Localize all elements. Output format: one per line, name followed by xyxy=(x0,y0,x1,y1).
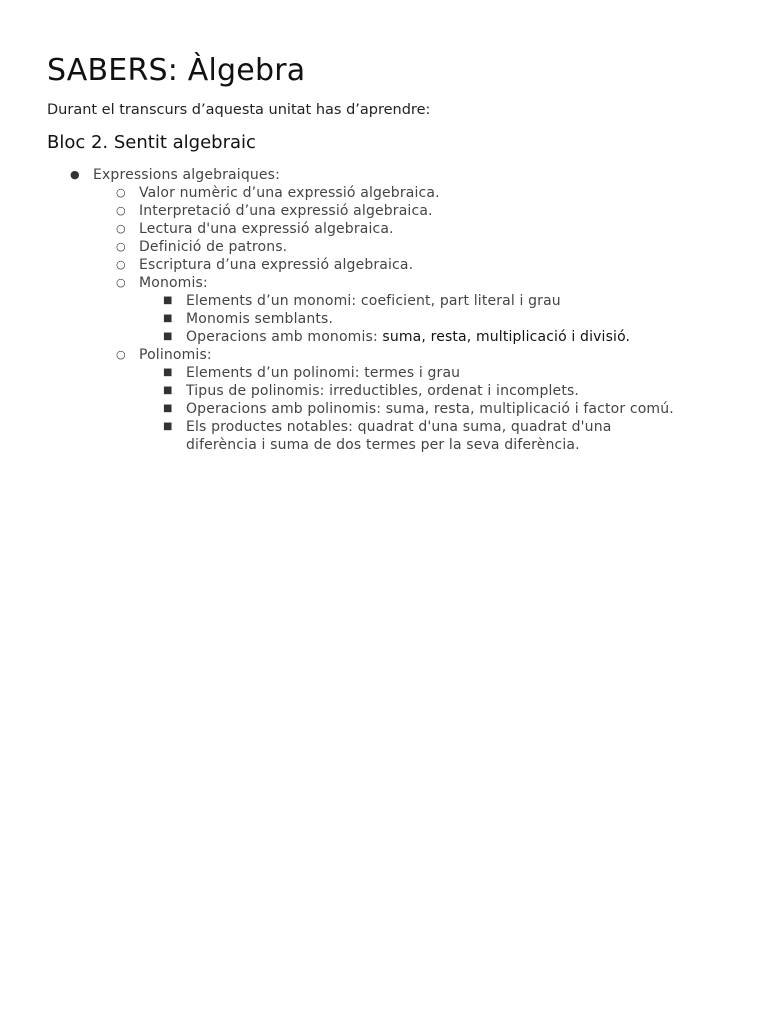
bullet-circle-icon: ○ xyxy=(116,204,126,217)
bullet-square-icon: ■ xyxy=(163,403,173,414)
bullet-circle-icon: ○ xyxy=(116,222,126,235)
list-item-label: Definició de patrons. xyxy=(139,239,288,255)
bullet-square-icon: ■ xyxy=(163,295,173,306)
list-item-label: Expressions algebraiques: xyxy=(93,167,280,183)
bullet-circle-icon: ○ xyxy=(116,258,126,271)
bullet-circle-icon: ○ xyxy=(116,276,126,289)
operations-list: suma, resta, multiplicació i divisió. xyxy=(382,329,631,345)
list-item-label xyxy=(186,328,630,346)
list-item-label: Operacions amb polinomis: suma, resta, multiplicació i factor comú. xyxy=(186,401,674,417)
bullet-circle-icon: ○ xyxy=(116,348,126,361)
operations-prefix: Operacions amb monomis: xyxy=(186,329,383,345)
list-item-label: Interpretació d’una expressió algebraica. xyxy=(139,203,433,219)
bullet-square-icon: ■ xyxy=(163,421,173,432)
bullet-circle-icon: ○ xyxy=(116,240,126,253)
list-item-label: Valor numèric d’una expressió algebraica. xyxy=(139,185,440,201)
bullet-circle-icon: ○ xyxy=(116,186,126,199)
list-item-label: diferència i suma de dos termes per la seva diferència. xyxy=(186,437,580,453)
section-heading: Bloc 2. Sentit algebraic xyxy=(47,132,256,153)
page-title: SABERS: Àlgebra xyxy=(47,53,306,88)
bullet-square-icon: ■ xyxy=(163,385,173,396)
list-item-label: Tipus de polinomis: irreductibles, ordenat i incomplets. xyxy=(186,383,579,399)
list-item-label: Monomis semblants. xyxy=(186,311,334,327)
list-item-label: Els productes notables: quadrat d'una suma, quadrat d'una xyxy=(186,419,612,435)
list-item-label: Polinomis: xyxy=(139,347,212,363)
list-item-label: Elements d’un monomi: coeficient, part literal i grau xyxy=(186,293,561,309)
bullet-square-icon: ■ xyxy=(163,331,173,342)
list-item-label: Monomis: xyxy=(139,275,208,291)
bullet-square-icon: ■ xyxy=(163,313,173,324)
intro-text: Durant el transcurs d’aquesta unitat has d’aprendre: xyxy=(47,102,431,118)
list-item-label: Lectura d'una expressió algebraica. xyxy=(139,221,394,237)
bullet-square-icon: ■ xyxy=(163,367,173,378)
bullet-disc-icon: ● xyxy=(70,168,80,181)
list-item-label: Escriptura d’una expressió algebraica. xyxy=(139,257,414,273)
list-item-label: Elements d’un polinomi: termes i grau xyxy=(186,365,461,381)
